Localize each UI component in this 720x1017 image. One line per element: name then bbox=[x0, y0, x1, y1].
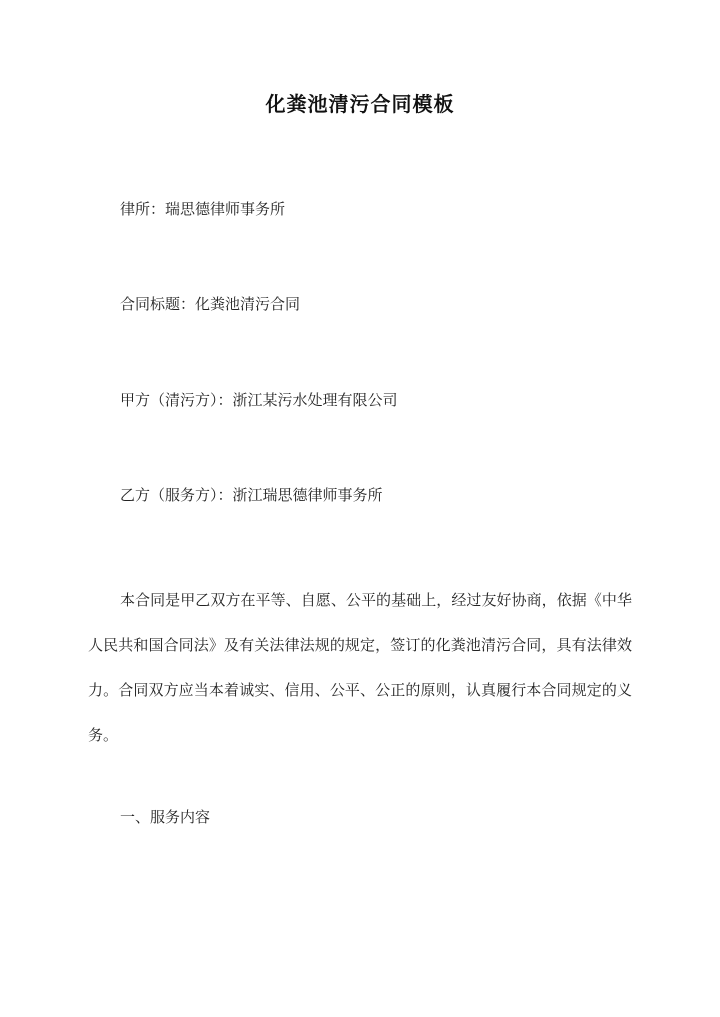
party-b-line: 乙方（服务方）：浙江瑞思德律师事务所 bbox=[120, 486, 383, 504]
contract-title-line: 合同标题：化粪池清污合同 bbox=[120, 295, 301, 313]
document-title: 化粪池清污合同模板 bbox=[265, 92, 455, 116]
party-a-line: 甲方（清污方）：浙江某污水处理有限公司 bbox=[120, 391, 398, 409]
section-heading-service-content: 一、服务内容 bbox=[120, 808, 211, 826]
law-firm-line: 律所：瑞思德律师事务所 bbox=[120, 200, 286, 218]
intro-paragraph: 本合同是甲乙双方在平等、自愿、公平的基础上，经过友好协商，依据《中华人民共和国合同法》及有关法律法规的规定，签订的化粪池清污合同，具有法律效力。合同双方应当本着诚实、信用、公平、公正的原则，认真履行本合同规定的义务。 bbox=[88, 591, 632, 744]
